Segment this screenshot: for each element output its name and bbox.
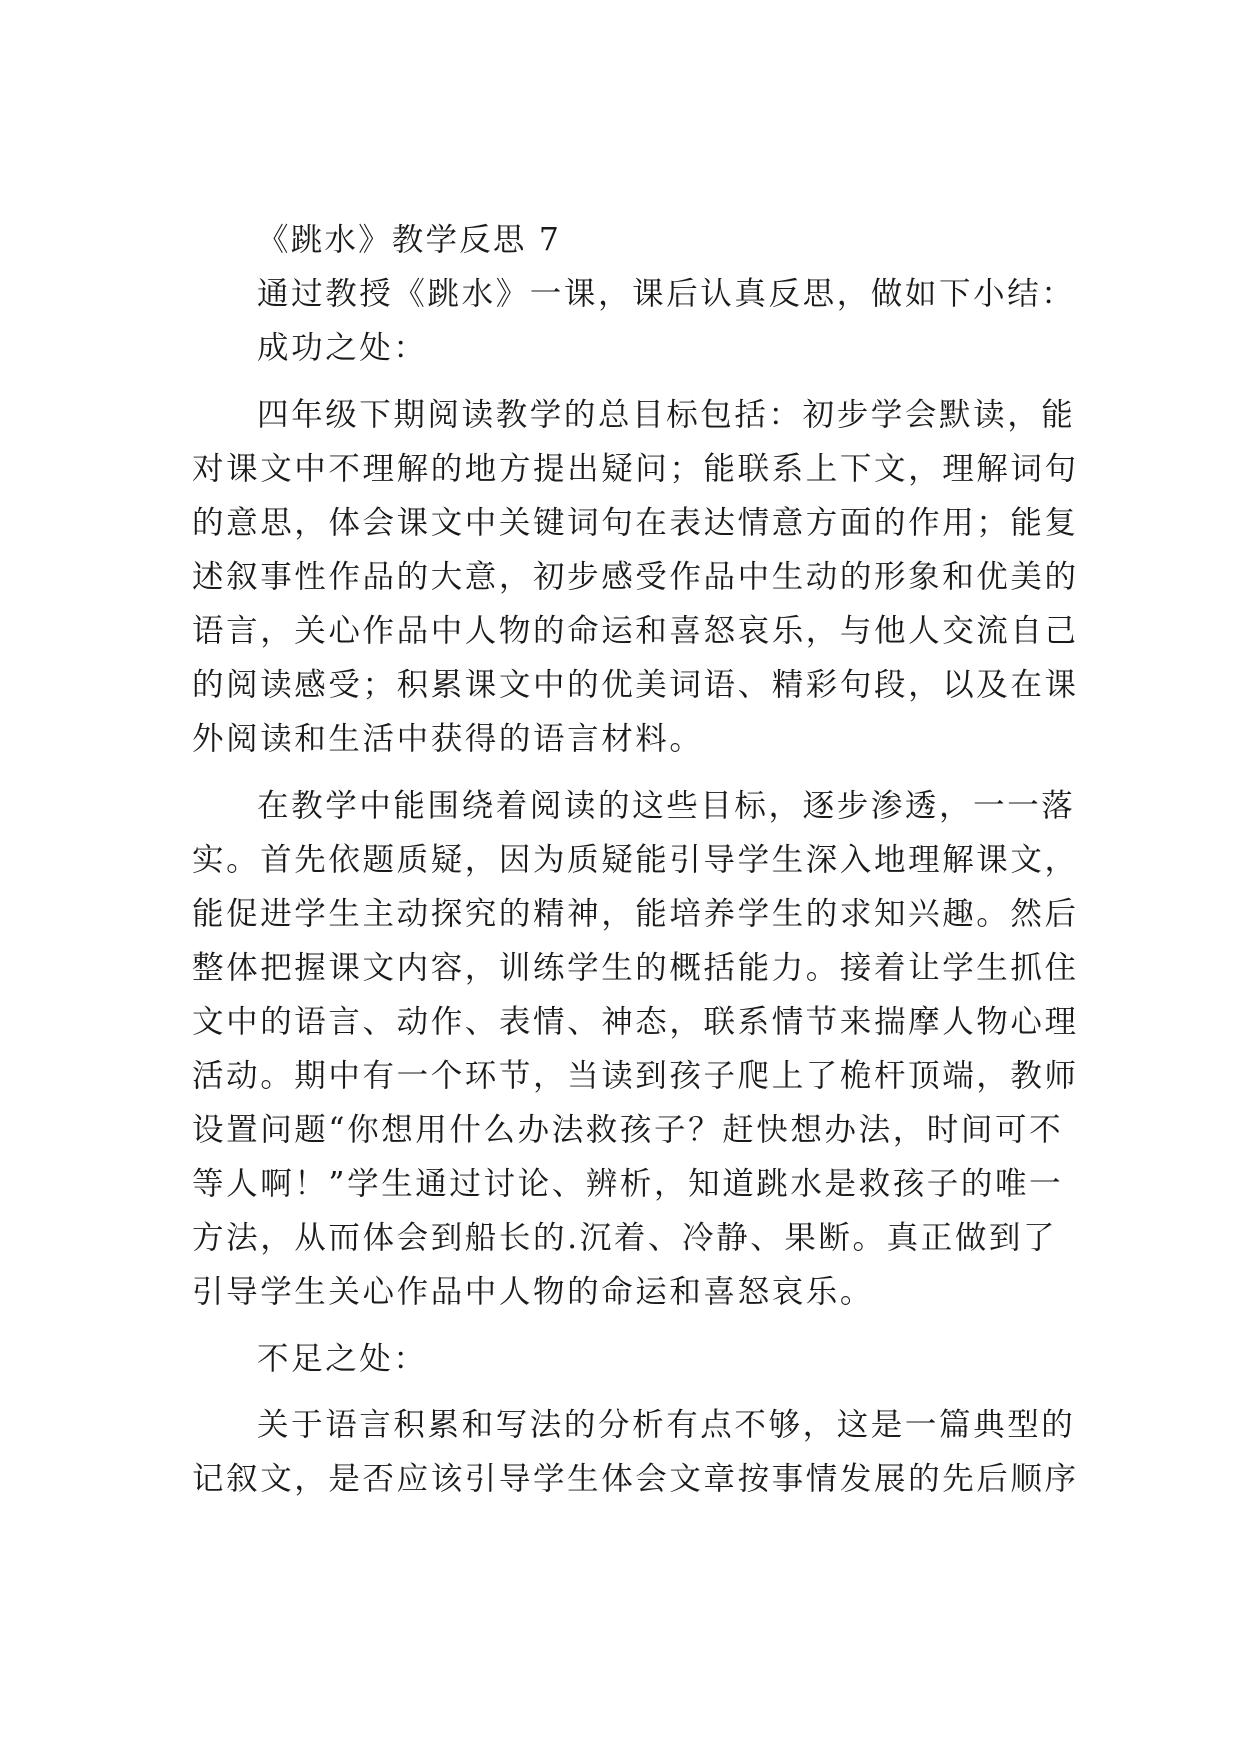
paragraph-line: 述叙事性作品的大意，初步感受作品中生动的形象和优美的 bbox=[192, 559, 1079, 595]
paragraph-line: 方法，从而体会到船长的.沉着、冷静、果断。真正做到了 bbox=[192, 1220, 1058, 1256]
paragraph-line: 对课文中不理解的地方提出疑问；能联系上下文，理解词句 bbox=[192, 451, 1079, 487]
paragraph-line: 四年级下期阅读教学的总目标包括：初步学会默读，能 bbox=[257, 397, 1076, 433]
paragraph-line: 设置问题“你想用什么办法救孩子？赶快想办法，时间可不 bbox=[192, 1112, 1064, 1148]
paragraph-line: 记叙文，是否应该引导学生体会文章按事情发展的先后顺序 bbox=[192, 1461, 1079, 1497]
paragraph-line: 能促进学生主动探究的精神，能培养学生的求知兴趣。然后 bbox=[192, 896, 1079, 932]
intro-paragraph: 通过教授《跳水》一课，课后认真反思，做如下小结： bbox=[257, 276, 1076, 312]
paragraph-line: 关于语言积累和写法的分析有点不够，这是一篇典型的 bbox=[257, 1407, 1076, 1443]
paragraph-line: 的意思，体会课文中关键词句在表达情意方面的作用；能复 bbox=[192, 505, 1079, 541]
paragraph-line: 活动。期中有一个环节，当读到孩子爬上了桅杆顶端，教师 bbox=[192, 1058, 1079, 1094]
paragraph-line: 外阅读和生活中获得的语言材料。 bbox=[192, 721, 704, 757]
paragraph-line: 引导学生关心作品中人物的命运和喜怒哀乐。 bbox=[192, 1274, 875, 1310]
paragraph-line: 文中的语言、动作、表情、神态，联系情节来揣摩人物心理 bbox=[192, 1004, 1079, 1040]
paragraph-line: 的阅读感受；积累课文中的优美词语、精彩句段，以及在课 bbox=[192, 667, 1079, 703]
paragraph-line: 语言，关心作品中人物的命运和喜怒哀乐，与他人交流自己 bbox=[192, 613, 1079, 649]
paragraph-line: 在教学中能围绕着阅读的这些目标，逐步渗透，一一落 bbox=[257, 788, 1076, 824]
success-heading: 成功之处： bbox=[257, 330, 428, 366]
paragraph-line: 实。首先依题质疑，因为质疑能引导学生深入地理解课文， bbox=[192, 842, 1079, 878]
shortcoming-heading: 不足之处： bbox=[257, 1341, 428, 1377]
document-title: 《跳水》教学反思 7 bbox=[257, 222, 562, 258]
paragraph-line: 整体把握课文内容，训练学生的概括能力。接着让学生抓住 bbox=[192, 950, 1079, 986]
paragraph-line: 等人啊！”学生通过讨论、辨析，知道跳水是救孩子的唯一 bbox=[192, 1166, 1064, 1202]
